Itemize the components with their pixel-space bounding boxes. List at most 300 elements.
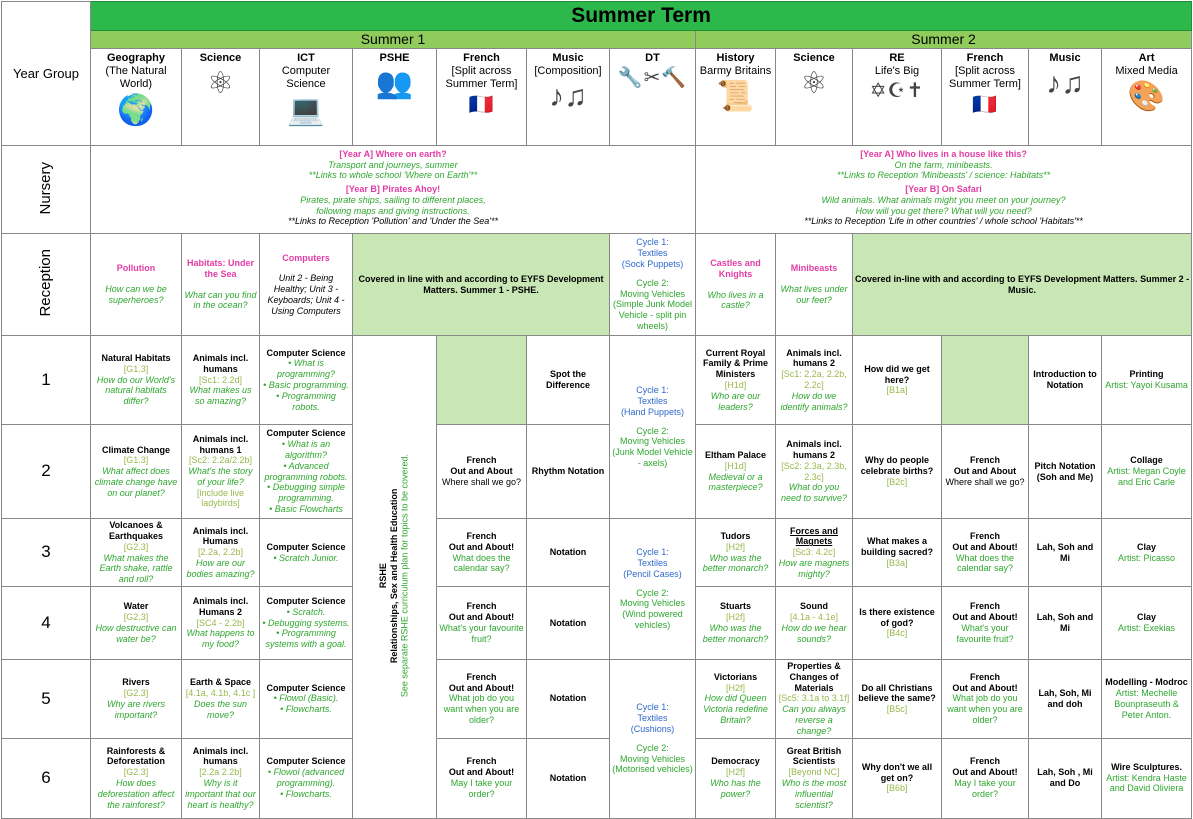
topic-title: Current Royal Family & Prime Ministers (702, 347, 769, 380)
subject-title-line: Life's Big (874, 65, 920, 78)
french-topic (437, 336, 527, 425)
history-book-icon: 📜 (716, 80, 755, 114)
geography-topic (91, 587, 182, 660)
curriculum-code: [H1d] (724, 460, 747, 471)
music-topic-text: Lah, Soh, Mi and doh (1038, 687, 1092, 709)
subject-title-line: French (463, 52, 500, 64)
ict-topic (260, 336, 353, 425)
nursery-topic-title: [Year A] Where on earth? (339, 148, 447, 159)
history-topic (696, 660, 776, 739)
topic-question: Who are our leaders? (710, 390, 761, 412)
topic-title: Rivers (122, 677, 150, 688)
nursery-topic-line: How will you get there? What will you need? (855, 205, 1032, 216)
topic-title: French (969, 530, 1000, 541)
curriculum-code: [G2.3] (123, 541, 149, 552)
reception-eyfs-summer-1 (353, 234, 610, 336)
music-topic (527, 660, 610, 739)
topic-question: Where shall we go? (441, 476, 522, 487)
re-topic (853, 336, 942, 425)
subject-title-line: RE (889, 52, 905, 64)
topic-item: • What is an algorithm? (281, 439, 331, 460)
curriculum-code: [2.2a, 2.2b] (197, 547, 244, 558)
topic-title: Castles and Knights (710, 257, 761, 279)
dt-cycle-1-project: (Hand Puppets) (620, 406, 685, 417)
topic-title: Do all Christians believe the same? (858, 682, 936, 704)
music-2-topic (1029, 519, 1102, 587)
eyfs-text: Covered in-line with and according to EYFS Development Matters. Summer 2 - Music. (855, 273, 1190, 295)
topic-question: What does the calendar say? (452, 552, 511, 574)
french-topic (437, 738, 527, 818)
topic-title: Computer Science (266, 347, 346, 358)
nursery-topic-note: **Links to Reception 'Pollution' and 'Under the Sea'** (287, 216, 498, 227)
topic-title: Victorians (713, 671, 758, 682)
subject-header (1102, 49, 1192, 146)
topic-subtitle: Out and About (953, 466, 1017, 477)
topic-title: Modelling - Modroc (1105, 677, 1188, 688)
year-group-label: Year Group (12, 65, 79, 81)
reception-science (182, 234, 260, 336)
topic-subtitle: Out and About! (448, 767, 515, 778)
half-term-label: Summer 2 (911, 31, 976, 48)
topic-title: Water (123, 601, 149, 612)
topic-title: Computer Science (266, 682, 346, 693)
nursery-topic-line: following maps and giving instructions. (316, 205, 470, 216)
topic-question: Why is it important that our heart is healthy? (185, 778, 256, 810)
curriculum-code: [B6b] (886, 783, 908, 794)
year-number: 3 (41, 542, 51, 562)
music-notes-icon: ♪♫ (549, 80, 587, 114)
computer-icon: 💻 (287, 93, 325, 127)
topic-question: What affect does climate change have on our planet? (94, 466, 178, 498)
subject-title-line: French (966, 52, 1004, 64)
topic-subtitle: Out and About! (448, 541, 515, 552)
half-term-summer-2 (696, 31, 1192, 49)
topic-subtitle: Out and About! (952, 541, 1018, 552)
topic-question: What does the calendar say? (955, 552, 1015, 574)
topic-question: How are our bodies amazing? (186, 557, 255, 579)
topic-question: How do our World's natural habitats differ? (96, 374, 176, 407)
art-artist: Artist: Picasso (1118, 552, 1176, 563)
subject-header (260, 49, 353, 146)
geography-topic (91, 425, 182, 519)
curriculum-code: [Sc3: 4.2c] (792, 547, 836, 558)
topic-question: What happens to my food? (186, 628, 255, 650)
topic-title: How did we get here? (864, 363, 930, 385)
subject-title-line: Art (1138, 52, 1155, 64)
nursery-topic-line: Pirates, pirate ships, sailing to different places, (300, 194, 486, 205)
art-topic (1102, 587, 1192, 660)
subject-title-line: [Split across (451, 65, 512, 78)
topic-question: May I take your order? (954, 778, 1016, 799)
topic-title: Stuarts (719, 601, 751, 612)
topic-title: Earth & Space (189, 677, 252, 688)
science-topic (182, 425, 260, 519)
curriculum-code: [B5c] (886, 704, 908, 715)
music-2-topic (1029, 660, 1102, 739)
topic-title: French (466, 756, 497, 767)
art-artist: Artist: Yayoi Kusama (1105, 380, 1188, 390)
subject-title-line: [Split across (955, 65, 1015, 78)
curriculum-code: [4.1a, 4.1b, 4.1c ] (185, 687, 256, 698)
dt-cycle-2-topic: Moving Vehicles (619, 598, 686, 609)
topic-title: Sound (800, 601, 828, 612)
nursery-summer-2 (696, 146, 1192, 234)
reception-history (696, 234, 776, 336)
year-number: 2 (41, 461, 51, 481)
science-topic (182, 519, 260, 587)
topic-title: Animals incl. humans 1 (192, 433, 249, 455)
art-topic (1102, 519, 1192, 587)
dt-cycle-1-project: (Sock Puppets) (621, 258, 684, 269)
topic-question: Does the sun move? (193, 698, 248, 720)
subject-header (91, 49, 182, 146)
topic-title: Eltham Palace (704, 449, 767, 460)
ict-topic (260, 425, 353, 519)
topic-item: • Programming robots. (276, 390, 336, 412)
year-label (2, 738, 91, 818)
topic-subtitle: Out and About (450, 466, 513, 477)
subject-title-line: [Composition] (534, 65, 602, 78)
half-term-label: Summer 1 (360, 31, 426, 48)
subject-header (1029, 49, 1102, 146)
music-topic (527, 519, 610, 587)
dt-cycle-1-topic: Textiles (637, 558, 668, 568)
topic-title: Computer Science (266, 596, 346, 606)
nursery-topic-note: **Links to Reception 'Life in other countries' / whole school 'Habitats'** (804, 216, 1083, 227)
dt-topic (610, 660, 696, 819)
dt-cycle-2-project: (Motorised vehicles) (612, 764, 693, 775)
topic-title: Minibeasts (790, 263, 838, 274)
music-2-topic (1029, 425, 1102, 519)
art-artist: Artist: Mechelle Bounpraseuth & Peter Anton. (1114, 687, 1179, 720)
re-topic (853, 738, 942, 818)
topic-title: Natural Habitats (101, 353, 171, 363)
rshe-title: RSHE (378, 562, 389, 588)
topic-item: • Debugging simple programming. (267, 482, 345, 504)
subject-header (527, 49, 610, 146)
subject-title-line: History (716, 52, 755, 64)
dt-cycle-2-topic: Moving Vehicles (619, 288, 686, 299)
topic-question: Can you always reverse a change? (782, 704, 846, 736)
reception-dt (610, 234, 696, 336)
science-2-topic (776, 660, 853, 739)
topic-item: • Flowol (advanced programming). (267, 767, 345, 789)
science-topic (182, 587, 260, 660)
topic-question: Who was the better monarch? (702, 623, 769, 644)
dt-cycle-2-label: Cycle 2: (636, 425, 669, 436)
year-label-nursery (2, 146, 91, 234)
curriculum-code: [G1.3] (123, 455, 149, 466)
topic-title: Printing (1129, 369, 1164, 380)
curriculum-code: [B3a] (886, 557, 908, 568)
curriculum-code: [G2.3] (123, 612, 149, 623)
subject-header (776, 49, 853, 146)
subject-title-line: Barmy Britains (699, 65, 772, 78)
nursery-topic-line: On the farm, minibeasts. (894, 159, 993, 170)
curriculum-code: [B4c] (886, 628, 908, 639)
topic-title: Computer Science (266, 541, 346, 552)
music-2-topic (1029, 738, 1102, 818)
dt-cycle-1-label: Cycle 1: (636, 547, 669, 558)
topic-question: How does deforestation affect the rainforest? (97, 778, 175, 810)
dt-cycle-spacer (612, 735, 693, 743)
religion-symbols-icon: ✡☪✝ (869, 80, 925, 103)
topic-title: Climate Change (101, 444, 170, 455)
science-2-topic (776, 738, 853, 818)
subject-title-line: Mixed Media (1115, 65, 1178, 78)
topic-item: • Debugging systems. (262, 617, 350, 628)
nursery-topic-line: Transport and journeys, summer (328, 159, 458, 170)
topic-question: What do you need to survive? (780, 482, 848, 504)
topic-title: Animals incl. humans 2 (786, 347, 842, 369)
topic-title: French (969, 756, 1000, 767)
history-topic (696, 587, 776, 660)
subject-header (610, 49, 696, 146)
geography-topic (91, 738, 182, 818)
dt-cycle-1-label: Cycle 1: (636, 702, 669, 713)
re-topic (853, 425, 942, 519)
subject-title-line: Geography (106, 52, 166, 64)
topic-title: French (969, 455, 1000, 466)
topic-title: French (969, 671, 1000, 682)
dt-cycle-1-project: (Pencil Cases) (623, 568, 682, 579)
music-topic-text: Lah, Soh , Mi and Do (1037, 767, 1093, 789)
topic-title: Computer Science (266, 756, 346, 767)
curriculum-code: [Beyond NC] (788, 767, 840, 778)
reception-geography (91, 234, 182, 336)
year-number: 1 (41, 369, 51, 389)
subject-title-line: ICT (297, 52, 315, 64)
subject-title-line: PSHE (379, 52, 410, 64)
topic-title: Animals incl. Humans 2 (192, 596, 249, 617)
subject-title-line: Computer (281, 65, 331, 78)
dt-cycle-2-label: Cycle 2: (636, 277, 669, 288)
tools-icon: 🔧✂🔨 (617, 67, 688, 90)
subject-title-line: Music (1049, 52, 1081, 64)
topic-question: Who is the most influential scientist? (781, 778, 847, 810)
year-label (2, 660, 91, 739)
topic-question: Who has the power? (710, 778, 761, 799)
topic-question: What can you find in the ocean? (184, 289, 257, 311)
topic-title: Habitats: Under the Sea (186, 257, 254, 279)
curriculum-code: [H2f] (725, 682, 745, 693)
dt-cycle-2-project: (Simple Junk Model Vehicle - split pin wheels) (612, 299, 693, 331)
half-term-summer-1 (91, 31, 696, 49)
atom-icon: ⚛ (207, 67, 234, 101)
dt-cycle-1-topic: Textiles (637, 396, 668, 406)
music-topic-text: Pitch Notation (Soh and Me) (1034, 460, 1096, 482)
year-label (2, 519, 91, 587)
topic-question: How did Queen Victoria redefine Britain? (703, 693, 768, 725)
curriculum-code: [H1d] (724, 380, 747, 390)
history-topic (696, 738, 776, 818)
topic-title: What makes a building sacred? (860, 536, 933, 558)
pshe-rshe (353, 336, 437, 819)
topic-title: Animals incl. humans 2 (786, 439, 842, 460)
music-topic-text: Lah, Soh and Mi (1036, 612, 1094, 633)
topic-question: What's your favourite fruit? (956, 623, 1014, 644)
topic-title: Wire Sculptures. (1111, 761, 1183, 772)
topic-item: • Programming systems with a goal. (265, 628, 347, 650)
science-2-topic (776, 519, 853, 587)
topic-item: • Flowcharts. (280, 704, 332, 715)
science-2-topic (776, 336, 853, 425)
subject-title-line: Summer Term] (949, 78, 1021, 91)
french-2-topic (942, 587, 1029, 660)
eyfs-text: Covered in line with and according to EYFS Development Matters. Summer 1 - PSHE. (358, 273, 604, 295)
subject-title-line: World) (119, 78, 153, 91)
dt-cycle-1-topic: Textiles (637, 248, 668, 259)
dt-cycle-spacer (612, 270, 693, 278)
french-topic (437, 425, 527, 519)
topic-item: • Flowol (Basic). (273, 693, 339, 704)
topic-title: Clay (1137, 541, 1157, 552)
science-topic (182, 336, 260, 425)
topic-question: What's your favourite fruit? (439, 623, 524, 644)
topic-question: What lives under our feet? (780, 284, 848, 305)
topic-question: What job do you want when you are older? (947, 693, 1023, 725)
year-group-header-blank (2, 2, 91, 146)
topic-subtitle: Out and About! (952, 612, 1018, 623)
dt-cycle-1-label: Cycle 1: (636, 385, 669, 396)
curriculum-code: [G1.3] (123, 363, 149, 374)
topic-title: Forces and Magnets (789, 525, 838, 547)
curriculum-code: [Sc2: 2.3a, 2.3b, 2.3c] (781, 460, 847, 482)
subject-header (437, 49, 527, 146)
art-topic (1102, 738, 1192, 818)
ict-topic (260, 660, 353, 739)
topic-item: • Basic programming. (263, 380, 349, 390)
topic-title: Computers (282, 252, 330, 263)
topic-title: Computer Science (266, 428, 346, 439)
topic-question: How do we hear sounds? (781, 623, 847, 644)
music-notes-icon: ♪♫ (1046, 67, 1084, 101)
re-topic (853, 660, 942, 739)
dt-cycle-2-project: (Wind powered vehicles) (622, 609, 683, 630)
subject-header (942, 49, 1029, 146)
science-topic (182, 738, 260, 818)
dt-cycle-2-label: Cycle 2: (636, 587, 669, 598)
curriculum-code: [SC4 - 2.2b] (196, 617, 245, 628)
nursery-label: Nursery (37, 161, 54, 215)
dt-cycle-1-label: Cycle 1: (636, 237, 669, 248)
subject-header (853, 49, 942, 146)
topic-title: French (466, 671, 497, 682)
art-artist: Artist: Megan Coyle and Eric Carle (1107, 466, 1186, 487)
french-2-topic (942, 336, 1029, 425)
topic-title: French (466, 530, 497, 541)
ict-topic (260, 738, 353, 818)
french-2-topic (942, 425, 1029, 519)
topic-subtitle: Out and About! (952, 682, 1018, 693)
year-label (2, 587, 91, 660)
curriculum-code: [G2.3] (123, 767, 149, 778)
dt-cycle-spacer (612, 418, 693, 426)
french-2-topic (942, 738, 1029, 818)
year-number: 6 (41, 767, 51, 787)
subject-title-line: Music (552, 52, 584, 64)
french-topic (437, 587, 527, 660)
nursery-topic-title: [Year B] On Safari (905, 184, 982, 195)
curriculum-code: [B2c] (886, 476, 908, 487)
music-topic-text: Notation (549, 693, 587, 704)
nursery-topic (93, 149, 693, 181)
nursery-summer-1 (91, 146, 696, 234)
topic-question: Who lives in a castle? (707, 289, 764, 311)
dt-cycle-2-label: Cycle 2: (636, 742, 669, 753)
year-label (2, 336, 91, 425)
topic-title: Volcanoes & Earthquakes (108, 520, 164, 541)
geography-topic (91, 336, 182, 425)
topic-question: What makes us so amazing? (189, 385, 252, 407)
topic-title: Pollution (116, 263, 156, 274)
topic-title: Animals incl. Humans (192, 525, 249, 547)
topic-title: French (466, 601, 497, 612)
history-topic (696, 519, 776, 587)
reception-ict (260, 234, 353, 336)
topic-title: Why do people celebrate births? (860, 455, 934, 477)
curriculum-code: [4.1a - 4.1e] (789, 612, 839, 623)
topic-question: Why are rivers important? (106, 698, 165, 720)
topic-subtitle: Out and About! (952, 767, 1018, 778)
topic-title: Rainforests & Deforestation (106, 745, 166, 767)
curriculum-code: [H2f] (725, 767, 745, 778)
french-icon: 🇫🇷 (468, 93, 495, 116)
topic-title: Why don't we all get on? (861, 761, 933, 783)
globe-icon: 🌍 (117, 93, 155, 127)
summer-term-curriculum-table (1, 1, 1192, 819)
dt-cycle-2-topic: Moving Vehicles (619, 753, 686, 764)
topic-subtitle: Out and About! (448, 682, 515, 693)
science-2-topic (776, 587, 853, 660)
atom-icon: ⚛ (800, 67, 828, 101)
curriculum-code: [Sc5: 3.1a to 3.1f] (778, 693, 850, 704)
french-icon: 🇫🇷 (972, 93, 998, 116)
subject-header (353, 49, 437, 146)
topic-question: May I take your order? (450, 778, 513, 799)
topic-text: Unit 2 - Being Healthy; Unit 3 - Keyboards; Unit 4 - Using Computers (267, 273, 345, 316)
nursery-topic-line: Wild animals. What animals might you meet on your journey? (821, 194, 1066, 205)
subject-title-line: Science (286, 78, 326, 91)
topic-subtitle: Out and About! (448, 612, 515, 623)
curriculum-code: [Sc1: 2.2a, 2.2b, 2.2c] (781, 369, 847, 390)
music-2-topic (1029, 587, 1102, 660)
geography-topic (91, 660, 182, 739)
music-topic (527, 336, 610, 425)
music-topic-text: Spot the Difference (545, 369, 590, 390)
topic-question: What's the story of your life? (188, 466, 253, 487)
topic-title: Clay (1137, 612, 1157, 623)
subject-header (696, 49, 776, 146)
nursery-topic-title: [Year A] Who lives in a house like this? (860, 148, 1027, 159)
science-topic (182, 660, 260, 739)
curriculum-code: [Sc2: 2.2a/2.2b] (188, 455, 253, 466)
art-artist: Artist: Kendra Haste and David Oliviera (1106, 772, 1187, 794)
topic-title: Animals incl. humans (192, 353, 249, 374)
art-topic (1102, 660, 1192, 739)
art-palette-icon: 🎨 (1127, 80, 1166, 114)
topic-title: Properties & Changes of Materials (787, 661, 841, 693)
topic-question: Who was the better monarch? (702, 552, 769, 574)
dt-cycle-1-topic: Textiles (637, 713, 668, 724)
rshe-subtitle: Relationships, Sex and Health Education (389, 488, 400, 663)
geography-topic (91, 519, 182, 587)
topic-item: • What is programming? (276, 358, 336, 380)
subject-title-line: Science (793, 52, 835, 64)
art-topic (1102, 425, 1192, 519)
re-topic (853, 587, 942, 660)
music-topic (527, 738, 610, 818)
